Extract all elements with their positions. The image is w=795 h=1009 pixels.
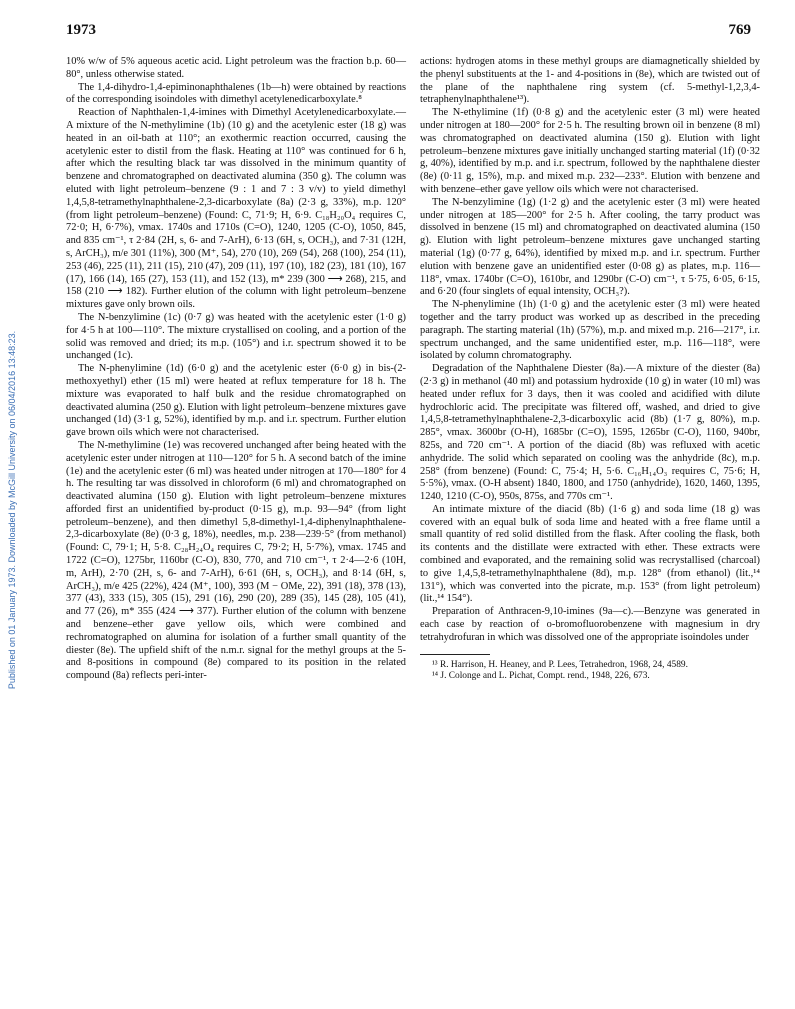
paragraph: Degradation of the Naphthalene Diester (8a).—A mixture of the diester (8a) (2·3 g) in methanol (40 ml) and potassium hydroxide (10 g) in water (10 ml) was heated under reflux for 3 days, then it was cooled and acidified with dilute hydrochloric acid. The precipitate was filtered off, washed, and dried to give 1,4,5,8-tetramethylnaphthalene-2,3-dicarboxylic acid (8b) (1·7 g, 80%), m.p. 285°, νmax. 3600br (O-H), 1685br (C=O), 1595, 1265br (C-O), 1160, 940br, 825s, and 720 cm⁻¹. A portion of the diacid (8b) was refluxed with acetic anhydride. The solid which separated on cooling was the anhydride (8c), m.p. 258° (from benzene) (Found: C, 75·4; H, 5·6. C₁₆H₁₄O₃ requires C, 75·6; H, 5·5%), νmax. (O-H absent) 1840, 1800, and 1750 (anhydride), 1620, 1460, 1395, 1240, 1210 (C-O), 950s, 875s, and 770s cm⁻¹. (420, 363, 760, 503)
paragraph: Preparation of Anthracen-9,10-imines (9a—c).—Benzyne was generated in each case by reaction of o-bromofluorobenzene with magnesium in dry tetrahydrofuran in which was dissolved one of the appropriate isoindoles under (420, 606, 760, 643)
paragraph: The N-phenylimine (1h) (1·0 g) and the acetylenic ester (3 ml) were heated together and the tarry product was worked up as described in the preceding paragraph. The starting material (1h) (57%), m.p. and mixed m.p. 216—217°, i.r. spectrum unchanged, and the same unidentified ester, m.p. 116—118°, were isolated by column chromatography. (420, 299, 760, 362)
paragraph: Reaction of Naphthalen-1,4-imines with Dimethyl Acetylenedicarboxylate.—A mixture of the N-methylimine (1b) (10 g) and the acetylenic ester (18 g) was heated in an oil-bath at 110°; an exothermic reaction occurred, causing the acetylenic ester to distil from the flask. Heating at 110° was continued for 6 h, after which the resulting black tar was dissolved in the minimum quantity of benzene and chromatographed on deactivated alumina (350 g). The column was eluted with light petroleum–benzene (9 : 1 and 7 : 3 v/v) to yield dimethyl 1,4,5,8-tetramethylnaphthalene-2,3-dicarboxylate (8a) (2·3 g, 33%), m.p. 120° (from light petroleum–benzene) (Found: C, 71·9; H, 6·9. C₁₈H₂₀O₄ requires C, 72·0; H, 6·7%), νmax. 1740s and 1710s (C=O), 1240, 1205 (C-O), 1050, 845, and 835 cm⁻¹, τ 2·84 (2H, s, 6- and 7-ArH), 6·13 (6H, s, OCH₃), and 7·31 (12H, s, ArCH₃), m/e 301 (11%), 300 (M⁺, 54), 270 (10), 269 (54), 268 (100), 254 (11), 253 (46), 225 (11), 211 (15), 210 (47), 209 (11), 197 (10), 182 (23), 181 (10), 167 (17), 166 (14), 165 (27), 153 (11), and 152 (13), m* 239 (300 ⟶ 268), 215, and 158 (210 ⟶ 182). Further elution of the column with light petroleum–benzene mixtures gave only brown oils. (66, 107, 406, 311)
paragraph: actions: hydrogen atoms in these methyl groups are diamagnetically shielded by the phenyl substituents at the 1- and 4-positions in (8e), which are twisted out of the plane of the naphthalene ring system (cf. 5-methyl-1,2,3,4-tetraphenylnaphthalene¹³). (420, 56, 760, 106)
paragraph: An intimate mixture of the diacid (8b) (1·6 g) and soda lime (18 g) was covered with an equal bulk of soda lime and heated with a free flame until a small quantity of red solid distilled from the flask. After cooling the flask, both its contents and the distillate were extracted with ether. These extracts were combined and evaporated, and the remaining solid was recrystallised (charcoal) to give 1,4,5,8-tetramethylnaphthalene (8d), m.p. 128° (from ethanol) (lit.,¹⁴ 131°), which was converted into the picrate, m.p. 153° (from light petroleum) (lit.,¹⁴ 154°). (420, 503, 760, 605)
paragraph: The N-benzylimine (1g) (1·2 g) and the acetylenic ester (3 ml) were heated under nitrogen at 185—200° for 2·5 h. After cooling, the tarry product was dissolved in benzene (15 ml) and chromatographed on deactivated alumina (150 g). Elution with light petroleum–benzene mixtures gave unchanged starting material (1g) (0·77 g, 64%), identified by mixed m.p. and i.r. spectrum. Further elution with benzene gave an unidentified ester (0·08 g) as plates, m.p. 116—118°, νmax. 1740br (C=O), 1610br, and 1290br (C-O) cm⁻¹, τ 5·75, 6·05, 6·15, and 6·20 (four singlets of equal intensity, OCH₃?). (420, 196, 760, 298)
left-column (66, 56, 406, 683)
footnote: ¹⁴ J. Colonge and L. Pichat, Compt. rend., 1948, 226, 673. (432, 671, 650, 682)
footnote: ¹³ R. Harrison, H. Heaney, and P. Lees, Tetrahedron, 1968, 24, 4589. (432, 659, 688, 670)
paragraph: The N-ethylimine (1f) (0·8 g) and the acetylenic ester (3 ml) were heated under nitrogen at 180—200° for 2·5 h. The resulting brown oil in benzene (8 ml) was chromatographed on deactivated alumina (150 g). Elution with light petroleum–benzene mixtures gave initially unchanged starting material (1f) (0·32 g, 40%), identified by m.p. and i.r. spectrum, followed by the naphthalene diester (8e) (0·11 g, 15%), m.p. and mixed m.p. 232—233°. Elution with benzene and with benzene–ether gave yellow oils which were not characterised. (420, 107, 760, 195)
paragraph: The N-benzylimine (1c) (0·7 g) was heated with the acetylenic ester (1·0 g) for 4·5 h at 100—110°. The mixture crystallised on cooling, and a portion of the solid was removed and dried; its m.p. (105°) and i.r. spectrum showed it to be unchanged (1c). (66, 311, 406, 362)
paragraph: 10% w/w of 5% aqueous acetic acid. Light petroleum was the fraction b.p. 60—80°, unless otherwise stated. (66, 56, 406, 80)
right-column (420, 56, 760, 682)
page-header (66, 22, 751, 42)
journal-year: 1973 (66, 22, 96, 38)
page-number: 769 (728, 22, 751, 38)
paragraph: The 1,4-dihydro-1,4-epiminonaphthalenes (1b—h) were obtained by reactions of the corresponding isoindoles with dimethyl acetylenedicarboxylate.⁸ (66, 81, 406, 106)
footnote-rule (420, 654, 490, 655)
download-notice (6, 130, 18, 890)
download-notice-text: Published on 01 January 1973. Downloaded by McGill University on 06/04/2016 13:48:23. (7, 330, 17, 690)
paragraph: The N-methylimine (1e) was recovered unchanged after being heated with the acetylenic ester under nitrogen at 110—120° for 5 h. A second batch of the imine (1e) and the acetylenic ester (6 ml) was heated under nitrogen at 170—180° for 4 h. The resulting tar was dissolved in chloroform (6 ml) and chromatographed on deactivated alumina (150 g). Elution with light petroleum–benzene mixtures afforded first an unidentified by-product (0·15 g), m.p. 93—94° (from light petroleum–benzene), and then dimethyl 5,8-dimethyl-1,4-diphenylnaphthalene-2,3-dicarboxylate (8e) (0·3 g, 18%), needles, m.p. 238—239·5° (from methanol) (Found: C, 79·1; H, 5·8. C₂₈H₂₄O₄ requires C, 79·2; H, 5·7%), νmax. 1745 and 1722 (C=O), 1275br, 1160br (C-O), 830, 770, and 710 cm⁻¹, τ 2·4—2·6 (10H, m, ArH), 2·70 (2H, s, 6- and 7-ArH), 6·61 (6H, s, OCH₃), and 8·14 (6H, s, ArCH₃), m/e 425 (22%), 424 (M⁺, 100), 393 (M − OMe, 22), 391 (18), 378 (13), 377 (43), 333 (15), 305 (15), 291 (16), 290 (20), 289 (35), 145 (28), 105 (41), and 77 (26), m* 355 (424 ⟶ 377). Further elution of the column with benzene and benzene–ether gave yellow oils, which were combined and rechromatographed on alumina for isolation of a further small quantity of the diester (8e). The upfield shift of the n.m.r. signal for the methyl groups at the 5- and 8-positions in compound (8e) compared to its position in the related compound (8a) reflects peri-inter- (66, 439, 406, 682)
paragraph: The N-phenylimine (1d) (6·0 g) and the acetylenic ester (6·0 g) in bis-(2-methoxyethyl) ether (15 ml) were heated at reflux temperature for 18 h. The mixture was evaporated to half bulk and the residue chromatographed on deactivated alumina (250 g). Elution with light petroleum–benzene mixtures gave unchanged (1d) (3·1 g, 52%), identified by m.p. and i.r. spectrum. Further elution gave brown oils which were not characterised. (66, 363, 406, 439)
